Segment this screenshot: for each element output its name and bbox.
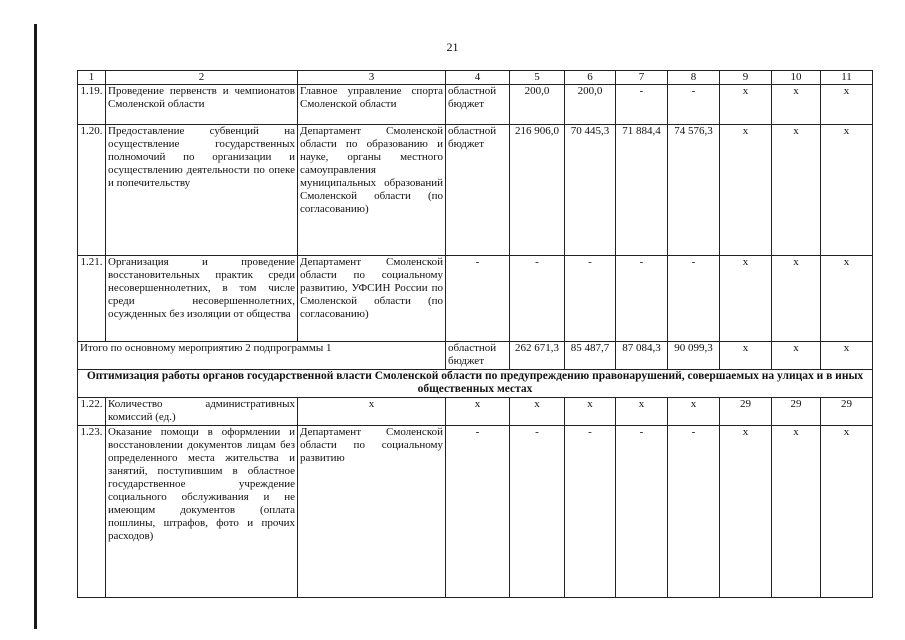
total-value-6: 85 487,7: [565, 342, 616, 370]
header-cell: 8: [668, 71, 720, 85]
total-row: [78, 342, 873, 370]
row-value-10: х: [772, 85, 821, 125]
header-row: [78, 71, 873, 85]
row-value-9: х: [720, 426, 772, 598]
row-value-6: 200,0: [565, 85, 616, 125]
row-number: 1.23.: [78, 426, 106, 598]
row-name: Проведение первенств и чемпионатов Смоленской области: [106, 85, 298, 125]
row-value-10: х: [772, 125, 821, 256]
row-value-7: 71 884,4: [616, 125, 668, 256]
row-source: х: [446, 398, 510, 426]
row-value-8: -: [668, 85, 720, 125]
header-cell: 4: [446, 71, 510, 85]
row-number: 1.21.: [78, 256, 106, 342]
row-value-6: х: [565, 398, 616, 426]
row-value-6: -: [565, 256, 616, 342]
row-value-5: 216 906,0: [510, 125, 565, 256]
row-value-10: х: [772, 426, 821, 598]
row-name: Количество административных комиссий (ед.): [106, 398, 298, 426]
header-cell: 6: [565, 71, 616, 85]
row-value-7: -: [616, 426, 668, 598]
section-title: Оптимизация работы органов государственной власти Смоленской области по предупреждению правонарушений, совершаемых на улицах и в иных общественных местах: [78, 370, 873, 398]
row-value-10: х: [772, 256, 821, 342]
row-number: 1.20.: [78, 125, 106, 256]
row-value-5: 200,0: [510, 85, 565, 125]
header-cell: 7: [616, 71, 668, 85]
row-value-5: х: [510, 398, 565, 426]
row-value-11: х: [821, 85, 873, 125]
row-executor: Главное управление спорта Смоленской области: [298, 85, 446, 125]
row-value-7: х: [616, 398, 668, 426]
row-value-8: 74 576,3: [668, 125, 720, 256]
row-name: Предоставление субвенций на осуществление государственных полномочий по организации и осуществлению деятельности по опеке и попечительству: [106, 125, 298, 256]
row-value-9: 29: [720, 398, 772, 426]
row-value-7: -: [616, 256, 668, 342]
page-number: 21: [446, 40, 459, 54]
row-executor: Департамент Смоленской области по образованию и науке, органы местного самоуправления муниципальных образований Смоленской области (по согласованию): [298, 125, 446, 256]
header-cell: 11: [821, 71, 873, 85]
row-value-6: 70 445,3: [565, 125, 616, 256]
table-row: [78, 426, 873, 598]
row-value-5: -: [510, 426, 565, 598]
header-cell: 10: [772, 71, 821, 85]
scan-edge-bar: [34, 24, 37, 629]
row-value-11: х: [821, 426, 873, 598]
row-number: 1.19.: [78, 85, 106, 125]
row-executor: Департамент Смоленской области по социальному развитию: [298, 426, 446, 598]
total-value-8: 90 099,3: [668, 342, 720, 370]
header-cell: 2: [106, 71, 298, 85]
total-source: областной бюджет: [446, 342, 510, 370]
header-cell: 1: [78, 71, 106, 85]
row-value-8: -: [668, 256, 720, 342]
row-value-9: х: [720, 256, 772, 342]
row-source: областной бюджет: [446, 85, 510, 125]
total-value-11: х: [821, 342, 873, 370]
header-cell: 3: [298, 71, 446, 85]
row-value-11: х: [821, 256, 873, 342]
table-row: [78, 398, 873, 426]
row-value-9: х: [720, 85, 772, 125]
program-table: [77, 70, 873, 598]
row-value-9: х: [720, 125, 772, 256]
row-source: -: [446, 426, 510, 598]
row-source: областной бюджет: [446, 125, 510, 256]
row-value-11: х: [821, 125, 873, 256]
total-value-9: х: [720, 342, 772, 370]
row-value-8: х: [668, 398, 720, 426]
total-value-7: 87 084,3: [616, 342, 668, 370]
section-row: [78, 370, 873, 398]
row-value-10: 29: [772, 398, 821, 426]
row-executor: Департамент Смоленской области по социальному развитию, УФСИН России по Смоленской области (по согласованию): [298, 256, 446, 342]
row-value-11: 29: [821, 398, 873, 426]
table-row: [78, 256, 873, 342]
header-cell: 5: [510, 71, 565, 85]
table-row: [78, 125, 873, 256]
row-value-8: -: [668, 426, 720, 598]
table-row: [78, 85, 873, 125]
row-executor: х: [298, 398, 446, 426]
row-number: 1.22.: [78, 398, 106, 426]
row-value-5: -: [510, 256, 565, 342]
total-value-10: х: [772, 342, 821, 370]
row-name: Организация и проведение восстановительных практик среди несовершеннолетних, в том числе среди несовершеннолетних, осужденных без изоляции от общества: [106, 256, 298, 342]
row-source: -: [446, 256, 510, 342]
header-cell: 9: [720, 71, 772, 85]
row-value-7: -: [616, 85, 668, 125]
total-value-5: 262 671,3: [510, 342, 565, 370]
row-value-6: -: [565, 426, 616, 598]
row-name: Оказание помощи в оформлении и восстановлении документов лицам без определенного места жительства и занятий, поступившим в областное государственное учреждение социального обслуживания и не имеющим документов (оплата пошлины, штрафов, фото и прочих расходов): [106, 426, 298, 598]
total-label: Итого по основному мероприятию 2 подпрограммы 1: [78, 342, 446, 370]
